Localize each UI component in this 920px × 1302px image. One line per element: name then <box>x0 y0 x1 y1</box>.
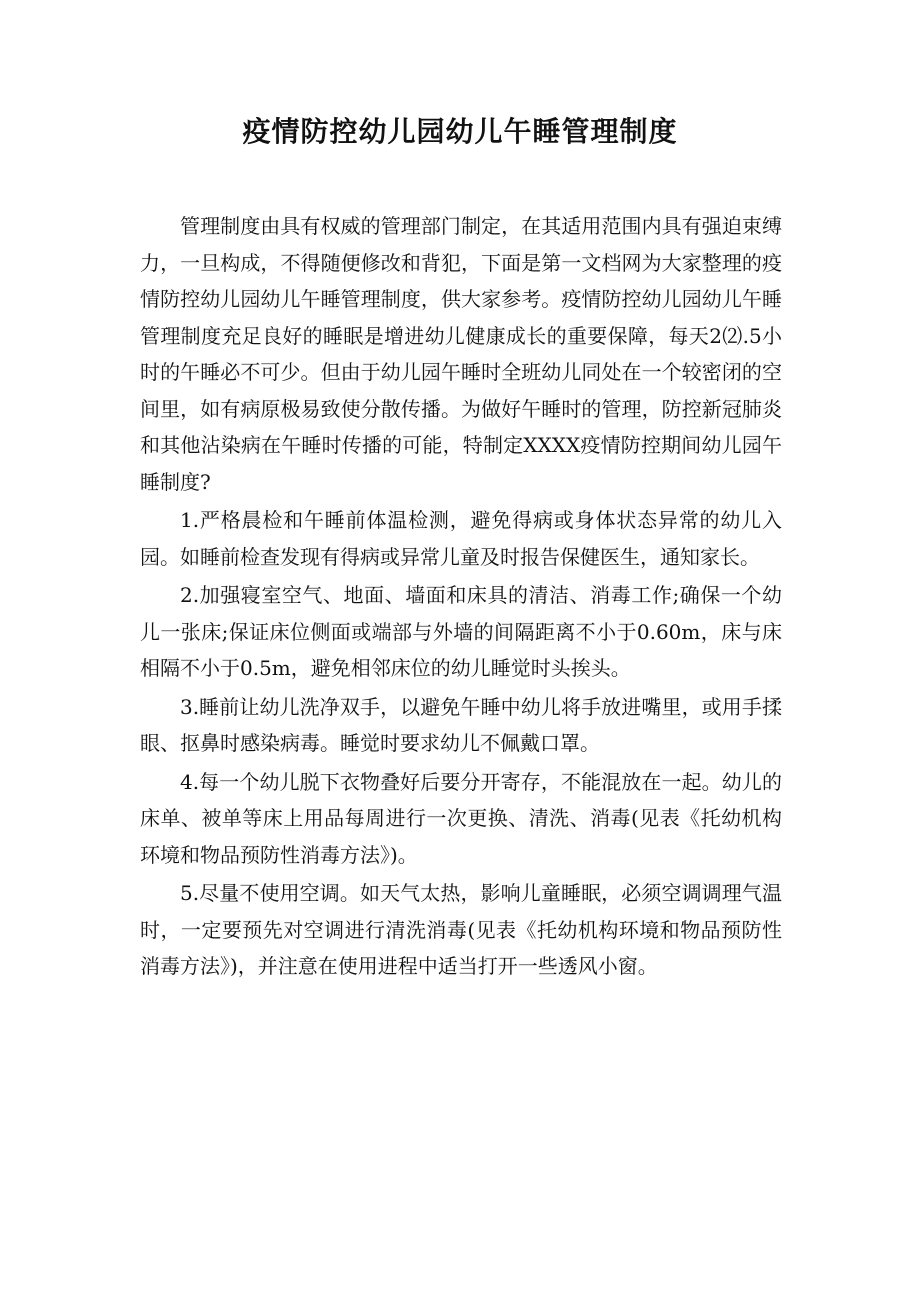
rule-paragraph-4: 4.每一个幼儿脱下衣物叠好后要分开寄存，不能混放在一起。幼儿的床单、被单等床上用品每周进行一次更换、清洗、消毒(见表《托幼机构环境和物品预防性消毒方法》)。 <box>140 769 782 867</box>
document-title: 疫情防控幼儿园幼儿午睡管理制度 <box>242 115 678 148</box>
intro-paragraph: 管理制度由具有权威的管理部门制定，在其适用范围内具有强迫束缚力，一旦构成，不得随便修改和背犯，下面是第一文档网为大家整理的疫情防控幼儿园幼儿午睡管理制度，供大家参考。疫情防控幼儿园幼儿午睡管理制度充足良好的睡眠是增进幼儿健康成长的重要保障，每天2⑵.5小时的午睡必不可少。但由于幼儿园午睡时全班幼儿同处在一个较密闭的空间里，如有病原极易致使分散传播。为做好午睡时的管理，防控新冠肺炎和其他沾染病在午睡时传播的可能，特制定XXXX疫情防控期间幼儿园午睡制度? <box>140 214 782 494</box>
rule-paragraph-2: 2.加强寝室空气、地面、墙面和床具的清洁、消毒工作;确保一个幼儿一张床;保证床位侧面或端部与外墙的间隔距离不小于0.60m，床与床相隔不小于0.5m，避免相邻床位的幼儿睡觉时头挨头。 <box>140 583 782 680</box>
rule-paragraph-1: 1.严格晨检和午睡前体温检测，避免得病或身体状态异常的幼儿入园。如睡前检查发现有得病或异常儿童及时报告保健医生，通知家长。 <box>140 508 782 569</box>
rule-paragraph-3: 3.睡前让幼儿洗净双手，以避免午睡中幼儿将手放进嘴里，或用手揉眼、抠鼻时感染病毒。睡觉时要求幼儿不佩戴口罩。 <box>140 694 782 755</box>
rule-paragraph-5: 5.尽量不使用空调。如天气太热，影响儿童睡眠，必须空调调理气温时，一定要预先对空调进行清洗消毒(见表《托幼机构环境和物品预防性消毒方法》)，并注意在使用进程中适当打开一些透风小窗。 <box>140 881 782 978</box>
document-body <box>140 208 782 985</box>
